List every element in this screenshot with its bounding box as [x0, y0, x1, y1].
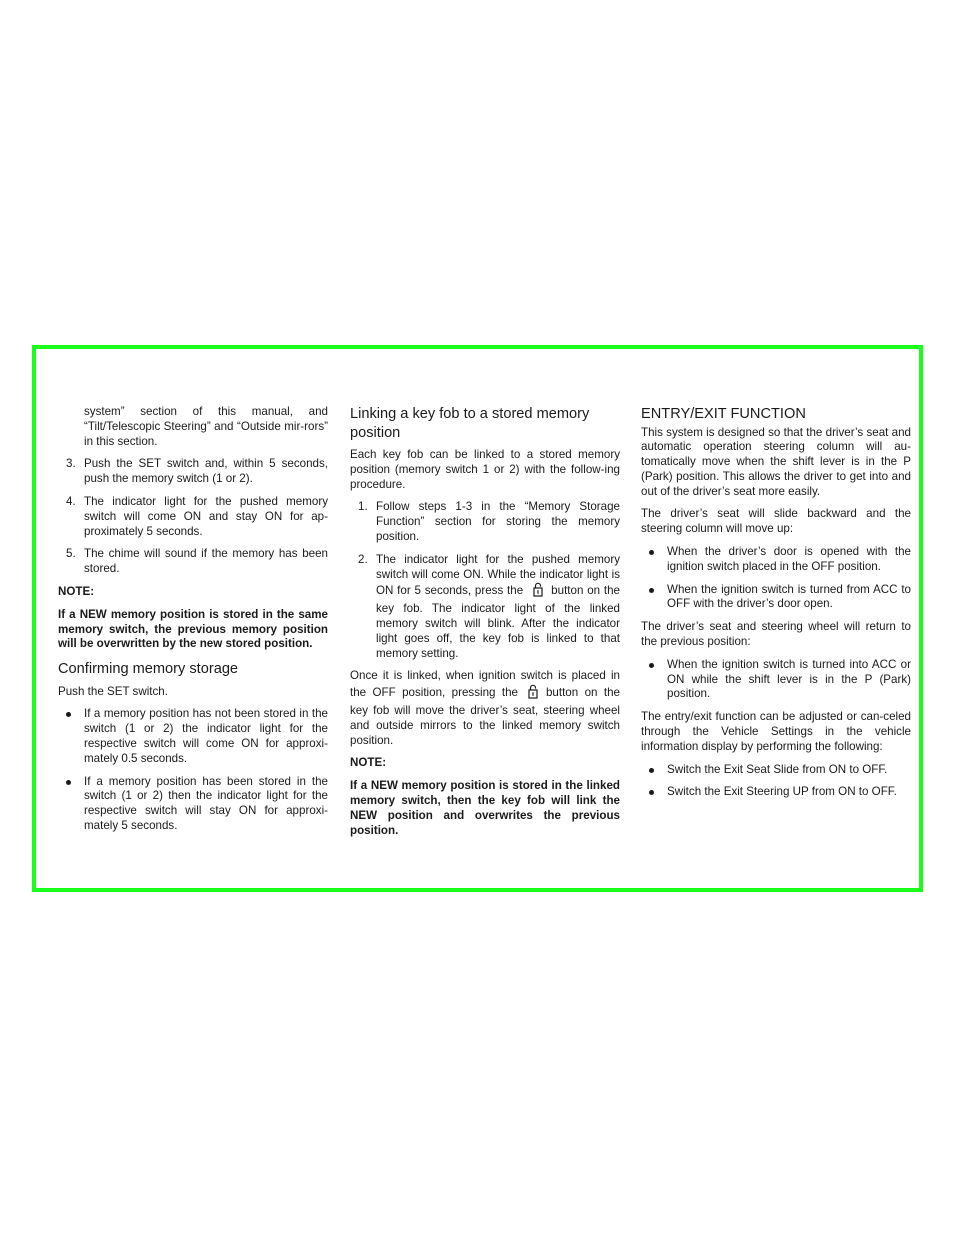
bullet-icon: [649, 550, 654, 555]
note-label: NOTE:: [58, 584, 95, 598]
note-text: If a NEW memory position is stored in the same memory switch, the previous memory position will be overwritten by the new stored position.: [58, 607, 328, 651]
note-label: NOTE:: [350, 756, 387, 770]
list-item: Switch the Exit Steering UP from ON to OFF.: [641, 785, 911, 800]
key-fob-button-icon: [528, 684, 538, 704]
list-item: 4. The indicator light for the pushed memory switch will come ON and stay ON for ap-proximately 5 seconds.: [66, 494, 328, 538]
bullet-icon: [649, 790, 654, 795]
list-item: 3. Push the SET switch and, within 5 seconds, push the memory switch (1 or 2).: [66, 457, 328, 486]
list-item: When the ignition switch is turned into ACC or ON while the shift lever is in the P (Park) position.: [641, 658, 911, 702]
bullet-icon: [649, 768, 654, 773]
steps-list: [58, 457, 328, 577]
list-item: When the driver’s door is opened with the ignition switch placed in the OFF position.: [641, 545, 911, 575]
continuation-text: system” section of this manual, and “Tilt/Telescopic Steering” and “Outside mir-rors” in this section.: [84, 405, 328, 448]
list-item: When the ignition switch is turned from ACC to OFF with the driver’s door open.: [641, 583, 911, 613]
bullet-list: [641, 545, 911, 612]
bullet-list: [58, 707, 328, 833]
paragraph: The driver’s seat and steering wheel will return to the previous position:: [641, 620, 911, 649]
paragraph: This system is designed so that the driver’s seat and automatic operation steering column will au-tomatically move when the shift lever is in the P (Park) position. This allows the driver to get into and out of the driver’s seat more easily.: [641, 425, 911, 498]
column-1: [58, 405, 328, 842]
bullet-icon: [649, 663, 654, 668]
section-heading: Confirming memory storage: [58, 661, 239, 678]
section-heading: Linking a key fob to a stored memory position: [350, 406, 590, 441]
column-3: [641, 405, 911, 808]
key-fob-button-icon: [533, 582, 543, 602]
bullet-list: [641, 763, 911, 801]
intro-text: Each key fob can be linked to a stored memory position (memory switch 1 or 2) with the follow-ing procedure.: [350, 448, 620, 491]
list-item: 1. Follow steps 1-3 in the “Memory Storage Function” section for storing the memory position.: [358, 500, 620, 543]
linked-paragraph: Once it is linked, when ignition switch is placed in the OFF position, pressing the button on the key fob will move the driver’s seat, steering wheel and outside mirrors to the linked memory switch position.: [350, 669, 620, 747]
paragraph: The driver’s seat will slide backward and the steering column will move up:: [641, 507, 911, 536]
note-text: If a NEW memory position is stored in the linked memory switch, then the key fob will link the NEW position and overwrites the previous position.: [350, 779, 620, 837]
list-item: 2. The indicator light for the pushed memory switch will come ON. While the indicator light is ON for 5 seconds, press the button on the key fob. The indicator light of the linked memory switch will blink. After the indicator light goes off, the key fob is linked to that memory setting.: [358, 552, 620, 660]
list-item: If a memory position has not been stored in the switch (1 or 2) the indicator light for the respective switch will come ON for approxi-mately 0.5 seconds.: [58, 707, 328, 766]
bullet-icon: [66, 712, 71, 717]
column-2: [350, 405, 620, 846]
section-heading: ENTRY/EXIT FUNCTION: [641, 406, 806, 422]
paragraph: The entry/exit function can be adjusted or can-celed through the Vehicle Settings in the vehicle information display by performing the following:: [641, 710, 911, 753]
bullet-list: [641, 658, 911, 702]
bullet-icon: [66, 780, 71, 785]
bullet-icon: [649, 588, 654, 593]
intro-text: Push the SET switch.: [58, 684, 168, 698]
list-item: 5. The chime will sound if the memory has been stored.: [66, 547, 328, 576]
list-item: Switch the Exit Seat Slide from ON to OFF.: [641, 763, 911, 778]
list-item: If a memory position has been stored in the switch (1 or 2) then the indicator light for the respective switch will stay ON for approxi-mately 5 seconds.: [58, 775, 328, 834]
page-frame: [32, 345, 923, 892]
steps-list: [350, 500, 620, 661]
